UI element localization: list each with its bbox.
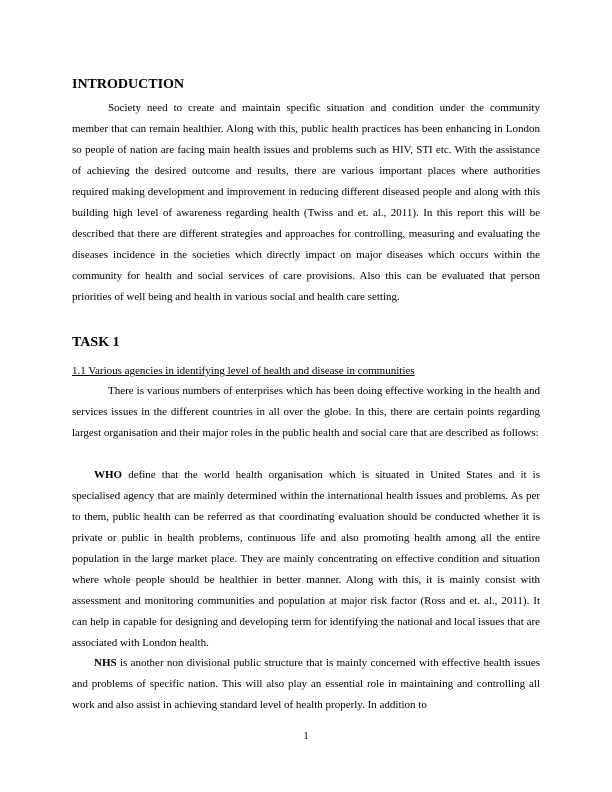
task1-heading: TASK 1 xyxy=(72,335,120,350)
nhs-term: NHS xyxy=(94,657,117,669)
nhs-description: is another non divisional public structure that is mainly concerned with effective health issues and problems of specific nation. This will also play an essential role in maintaining and controlling all work and also assist in achieving standard level of health properly. In addition to xyxy=(72,657,540,711)
who-paragraph xyxy=(72,465,540,654)
nhs-paragraph xyxy=(72,653,540,716)
task1-intro-paragraph: There is various numbers of enterprises which has been doing effective working in the health and services issues in the different countries in all over the globe. In this, there are certain points regarding largest organisation and their major roles in the public health and social care that are described as follows: xyxy=(72,385,540,439)
page-number: 1 xyxy=(303,730,309,742)
who-description: define that the world health organisation which is situated in United States and it is specialised agency that are mainly determined within the international health issues and problems. As per to them, public health can be referred as that coordinating evaluation should be conducted whether it is private or public in health problems, continuous life and also promoting health among all the entire population in the large market place. They are mainly concentrating on effective condition and situation where whole people should be healthier in better manner. Along with this, it is mainly consist with assessment and monitoring communities and population at major risk factor (Ross and et. al., 2011). It can help in capable for designing and developing term for identifying the national and local issues that are associated with London health. xyxy=(72,469,540,649)
introduction-heading: INTRODUCTION xyxy=(72,77,185,92)
introduction-paragraph: Society need to create and maintain specific situation and condition under the community member that can remain healthier. Along with this, public health practices has been enhancing in London so people of nation are facing main health issues and problems such as HIV, STI etc. With the assistance of achieving the desired outcome and results, there are various important places where authorities required making development and improvement in reducing different diseased people and along with this building high level of awareness regarding health (Twiss and et. al., 2011). In this report this will be described that there are different strategies and approaches for controlling, measuring and evaluating the diseases incidence in the societies which directly impact on major diseases which occurs within the community for health and social services of care provisions. Also this can be evaluated that person priorities of well being and health in various social and health care setting. xyxy=(72,102,540,303)
who-term: WHO xyxy=(94,469,123,481)
task1-subheading: 1.1 Various agencies in identifying level of health and disease in communities xyxy=(72,365,415,377)
